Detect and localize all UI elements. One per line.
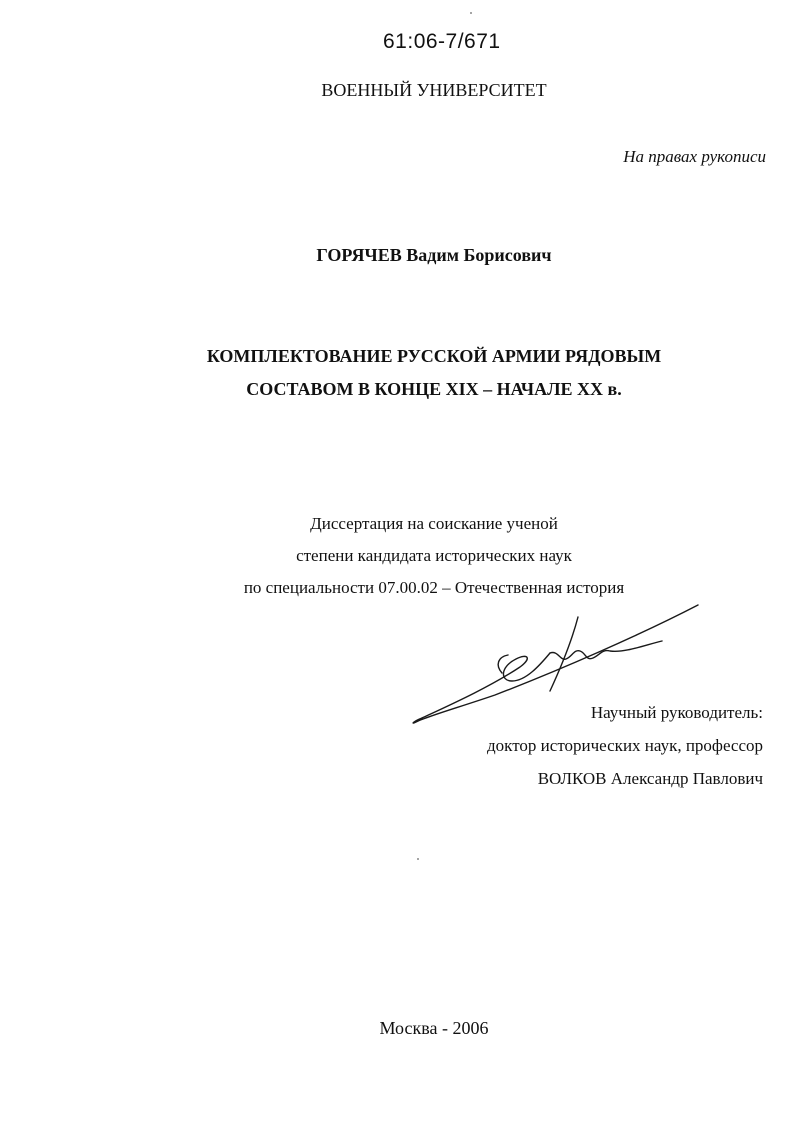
description-line-2: степени кандидата исторических наук	[296, 546, 572, 565]
author-name: ГОРЯЧЕВ Вадим Борисович	[316, 245, 552, 265]
dissertation-description	[0, 508, 798, 604]
description-line-3: по специальности 07.00.02 – Отечественная история	[243, 578, 625, 597]
supervisor-label: Научный руководитель:	[590, 703, 763, 722]
title-line-2: СОСТАВОМ В КОНЦЕ XIX – НАЧАЛЕ XX в.	[246, 379, 622, 399]
scientific-supervisor	[487, 696, 763, 795]
dissertation-title	[0, 340, 798, 406]
scan-speck	[470, 12, 472, 14]
supervisor-degree: доктор исторических наук, профессор	[487, 736, 763, 755]
city-year: Москва - 2006	[379, 1018, 489, 1038]
institution-name: ВОЕННЫЙ УНИВЕРСИТЕТ	[321, 80, 547, 100]
description-line-1: Диссертация на соискание ученой	[310, 514, 558, 533]
supervisor-name: ВОЛКОВ Александр Павлович	[537, 769, 763, 788]
manuscript-rights-note: На правах рукописи	[623, 147, 766, 166]
title-line-1: КОМПЛЕКТОВАНИЕ РУССКОЙ АРМИИ РЯДОВЫМ	[206, 346, 662, 366]
archive-stamp-number: 61:06-7/671	[383, 30, 501, 53]
scan-speck	[417, 858, 419, 860]
